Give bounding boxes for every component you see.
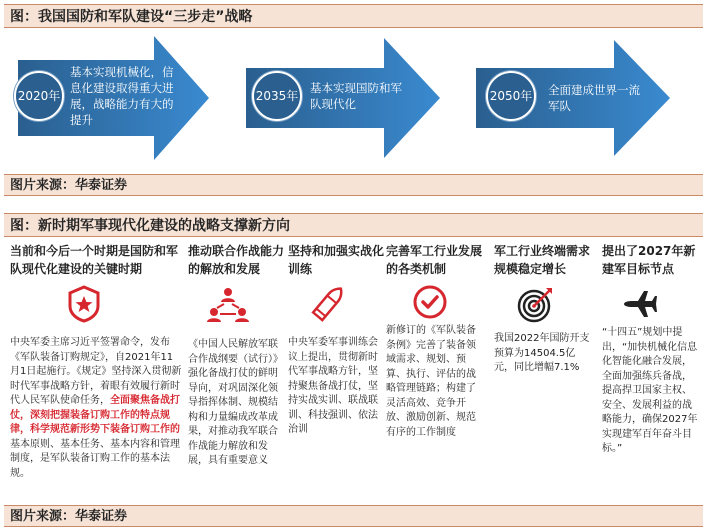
col1-body [10,336,182,481]
col5-heading: 军工行业终端需求规模稳定增长 [494,244,591,276]
panel1-title: 图：我国国防和军队建设“三步走”战略 [4,4,703,28]
col6-body: “十四五”规划中提出，“加快机械化信息化智能化融合发展，全面加强练兵备战，提高捍卫国家主权、安全、发展利益的战略能力，确保2027年实现建军百年奋斗目标。” [602,327,698,454]
col1-heading: 当前和今后一个时期是国防和军队现代化建设的关键时期 [10,244,179,276]
col5-body: 我国2022年国防开支预算为14504.5亿元，同比增幅7.1% [494,333,590,373]
step-text-2020: 基本实现机械化，信息化建设取得重大进展，战略能力有大的提升 [70,65,174,127]
col4-heading: 完善军工行业发展的各类机制 [386,244,483,276]
year-circle-2020: 2020年 [14,71,64,121]
col2-body: 《中国人民解放军联合作战纲要（试行）》强化备战打仗的鲜明导向，对巩固深化领导指挥体制、规模结构和力量编成改革成果，对推动我军联合作战能力解放和发展，具有重要意义 [188,339,283,466]
panel2-source: 图片来源：华泰证券 [4,505,703,527]
step-text-2035: 基本实现国防和军队现代化 [310,81,402,111]
plane-icon [622,290,658,318]
star-badge-icon [64,284,104,324]
col1-body-part3: 基本原则、基本任务、基本内容和管理制度，是军队装备订购工作的基本法规。 [10,438,180,479]
check-circle-icon [412,284,448,320]
team-network-icon [206,284,250,328]
step-text-2050: 全面建成世界一流军队 [548,83,640,113]
col3-body: 中央军委军事训练会议上提出，贯彻新时代军事战略方针，坚持聚焦备战打仗，坚持实战实训、联战联训、科技强训、依法治训 [288,337,378,435]
col2-heading: 推动联合作战能力的解放和发展 [188,244,285,276]
col1-body-highlight: 全面聚焦备战打仗，深刻把握装备订购工作的特点规律，科学规范新形势下装备订购工作的 [10,395,180,435]
col1-body-part1: 中央军委主席习近平签署命令，发布《军队装备订购规定》，自2021年11月1日起施行。《规定》坚持深入贯彻新时代军事战略方针，着眼有效履行新时代人民军队使命任务， [10,337,182,406]
col4-body: 新修订的《军队装备条例》完善了装备领域需求、规划、预算、执行、评估的战略管理链路；构建了灵活高效、竞争开放、激励创新、规范有序的工作制度 [386,325,476,438]
col6-heading: 提出了2027年新建军目标节点 [602,244,696,276]
bullet-icon [308,282,348,326]
year-circle-2050: 2050年 [486,71,536,121]
panel2-title: 图：新时期军事现代化建设的战略支撑新方向 [4,213,703,237]
panel1-source: 图片来源：华泰证券 [4,174,703,196]
col3-heading: 坚持和加强实战化训练 [288,244,385,276]
target-icon [516,284,556,324]
year-circle-2035: 2035年 [252,71,302,121]
